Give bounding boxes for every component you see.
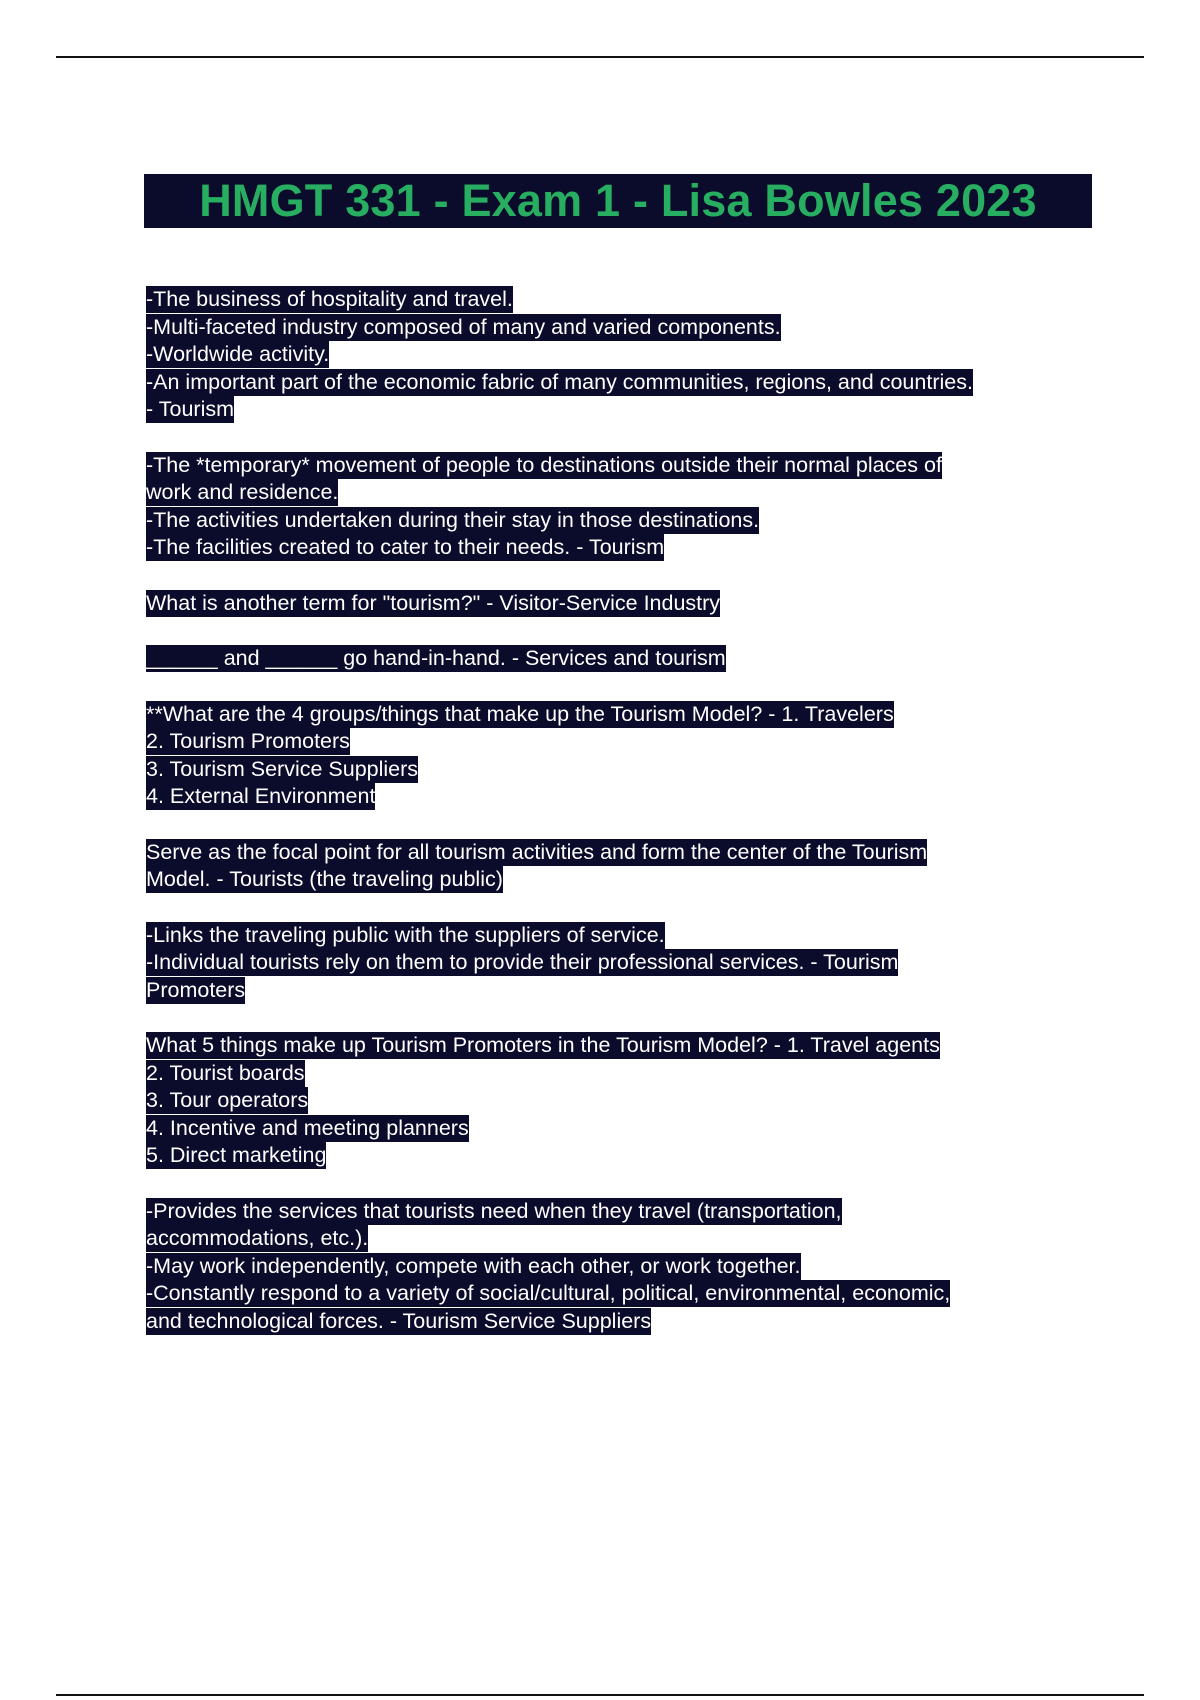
card-line (146, 507, 1086, 535)
card-line (146, 1308, 1086, 1336)
card-line-text: accommodations, etc.). (146, 1226, 369, 1250)
card-line-text: -The business of hospitality and travel. (146, 287, 513, 311)
card-line (146, 645, 1086, 673)
card-line (146, 949, 1086, 977)
card-line-text: 2. Tourist boards (146, 1060, 305, 1085)
card-line-text: -Worldwide activity. (146, 342, 330, 366)
card-line (146, 783, 1086, 811)
card-line (146, 756, 1086, 784)
card-line (146, 839, 1086, 867)
card-line (146, 1115, 1086, 1143)
card-line-text: 2. Tourism Promoters (146, 729, 350, 753)
card-line-text: **What are the 4 groups/things that make up the Tourism Model? - 1. Travelers (146, 701, 894, 726)
card-line (146, 534, 1086, 562)
card-line-text: Serve as the focal point for all tourism activities and form the center of the Tourism (146, 839, 928, 864)
card-line-text: -The activities undertaken during their stay in those destinations. (146, 507, 760, 532)
card-line (146, 1060, 1086, 1088)
card-line-text: -Individual tourists rely on them to provide their professional services. - Tourism (146, 950, 899, 974)
card-line-text: 5. Direct marketing (146, 1143, 327, 1167)
card-line-text: -The *temporary* movement of people to destinations outside their normal places of (146, 452, 942, 477)
card-line-text: 3. Tour operators (146, 1088, 309, 1112)
card-line (146, 977, 1086, 1005)
card-line-text: and technological forces. - Tourism Service Suppliers (146, 1308, 652, 1333)
card-line-text: Model. - Tourists (the traveling public) (146, 867, 503, 891)
flashcard-7 (146, 922, 1086, 1005)
card-line (146, 369, 1086, 397)
card-line-text: 3. Tourism Service Suppliers (146, 756, 419, 781)
card-line (146, 701, 1086, 729)
card-line-text: work and residence. (146, 480, 339, 504)
card-line-text: 4. Incentive and meeting planners (146, 1115, 469, 1140)
card-line-text: What 5 things make up Tourism Promoters in the Tourism Model? - 1. Travel agents (146, 1033, 940, 1057)
card-line (146, 341, 1086, 369)
card-line (146, 1280, 1086, 1308)
card-line (146, 452, 1086, 480)
top-divider (56, 56, 1144, 58)
card-line-text: -Links the traveling public with the suppliers of service. (146, 922, 665, 947)
flashcard-9 (146, 1198, 1086, 1336)
flashcard-3 (146, 590, 1086, 618)
card-line (146, 1142, 1086, 1170)
card-line-text: What is another term for "tourism?" - Visitor-Service Industry (146, 590, 721, 615)
card-line (146, 590, 1086, 618)
card-line (146, 728, 1086, 756)
card-line-text: - Tourism (146, 397, 235, 421)
card-line (146, 1198, 1086, 1226)
card-line (146, 479, 1086, 507)
card-line-text: Promoters (146, 977, 246, 1002)
card-line (146, 396, 1086, 424)
card-line-text: -Multi-faceted industry composed of many and varied components. (146, 314, 781, 339)
card-line-text: 4. External Environment (146, 784, 376, 808)
card-line (146, 866, 1086, 894)
flashcard-8 (146, 1032, 1086, 1170)
card-line-text: ______ and ______ go hand-in-hand. - Services and tourism (146, 646, 726, 670)
card-line (146, 1032, 1086, 1060)
flashcard-5 (146, 701, 1086, 811)
card-line-text: -May work independently, compete with each other, or work together. (146, 1253, 801, 1278)
flashcard-list (146, 286, 1086, 1363)
flashcard-6 (146, 839, 1086, 894)
card-line-text: -Constantly respond to a variety of social/cultural, political, environmental, economic, (146, 1281, 951, 1305)
document-title: HMGT 331 - Exam 1 - Lisa Bowles 2023 (144, 174, 1092, 228)
card-line (146, 286, 1086, 314)
card-line-text: -The facilities created to cater to their needs. - Tourism (146, 535, 665, 559)
card-line (146, 1087, 1086, 1115)
card-line (146, 1253, 1086, 1281)
card-line-text: -An important part of the economic fabric of many communities, regions, and countries. (146, 369, 973, 394)
flashcard-1 (146, 286, 1086, 424)
card-line-text: -Provides the services that tourists need when they travel (transportation, (146, 1198, 842, 1223)
flashcard-4 (146, 645, 1086, 673)
bottom-divider (56, 1694, 1144, 1696)
card-line (146, 314, 1086, 342)
card-line (146, 922, 1086, 950)
card-line (146, 1225, 1086, 1253)
flashcard-2 (146, 452, 1086, 562)
